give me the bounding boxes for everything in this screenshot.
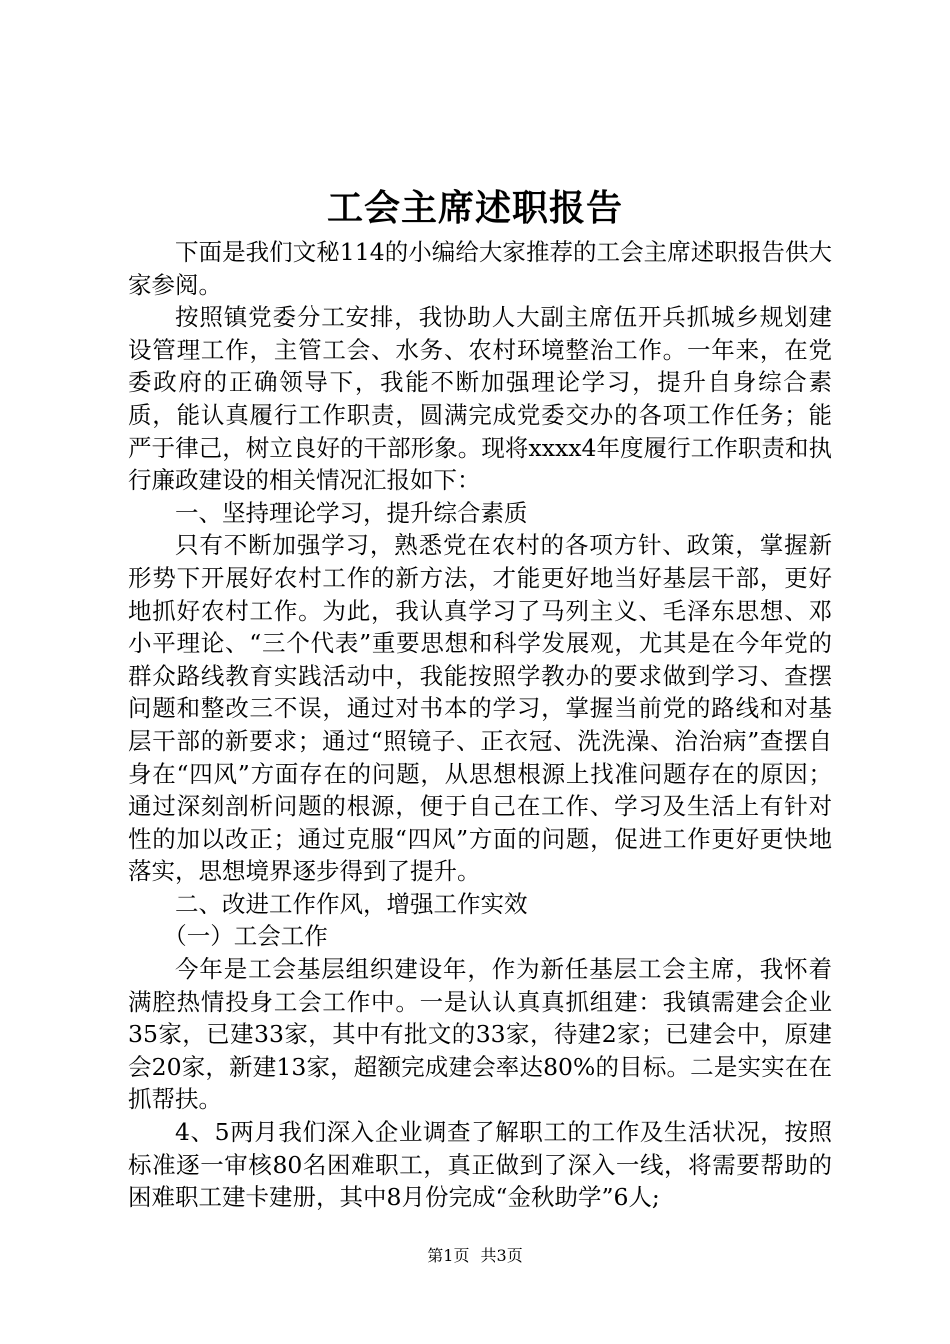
body-paragraph: 只有不断加强学习，熟悉党在农村的各项方针、政策，掌握新形势下开展好农村工作的新方法，才能更好地当好基层干部，更好地抓好农村工作。为此，我认真学习了马列主义、毛泽东思想、邓小平理论、“三个代表”重要思想和科学发展观，尤其是在今年党的群众路线教育实践活动中，我能按照学教办的要求做到学习、查摆问题和整改三不误，通过对书本的学习，掌握当前党的路线和对基层干部的新要求；通过“照镜子、正衣冠、洗洗澡、治治病”查摆自身在“四风”方面存在的问题，从思想根源上找准问题存在的原因；通过深刻剖析问题的根源，便于自己在工作、学习及生活上有针对性的加以改正；通过克服“四风”方面的问题，促进工作更好更快地落实，思想境界逐步得到了提升。 [128,531,832,886]
page-total: 共3页 [480,1246,523,1265]
intro-paragraph: 下面是我们文秘114的小编给大家推荐的工会主席述职报告供大家参阅。 [128,238,832,299]
page-footer [0,1244,950,1268]
body-paragraph: 按照镇党委分工安排，我协助人大副主席伍开兵抓城乡规划建设管理工作，主管工会、水务、农村环境整治工作。一年来，在党委政府的正确领导下，我能不断加强理论学习，提升自身综合素质，能认真履行工作职责，圆满完成党委交办的各项工作任务；能严于律己，树立良好的干部形象。现将xxxx4年度履行工作职责和执行廉政建设的相关情况汇报如下： [128,303,832,495]
page-number: 第1页 [427,1246,470,1265]
body-paragraph: 今年是工会基层组织建设年，作为新任基层工会主席，我怀着满腔热情投身工会工作中。一是认认真真抓组建：我镇需建会企业35家，已建33家，其中有批文的33家，待建2家；已建会中，原建会20家，新建13家，超额完成建会率达80%的目标。二是实实在在抓帮扶。 [128,955,832,1114]
body-paragraph: 4、5两月我们深入企业调查了解职工的工作及生活状况，按照标准逐一审核80名困难职工，真正做到了深入一线，将需要帮助的困难职工建卡建册，其中8月份完成“金秋助学”6人; [128,1118,832,1212]
subsection-heading: （一）工会工作 [163,922,328,951]
section-heading: 一、坚持理论学习，提升综合素质 [175,498,528,527]
section-heading: 二、改进工作作风，增强工作实效 [175,889,528,918]
document-body [128,236,832,1214]
document-title: 工会主席述职报告 [326,187,623,229]
